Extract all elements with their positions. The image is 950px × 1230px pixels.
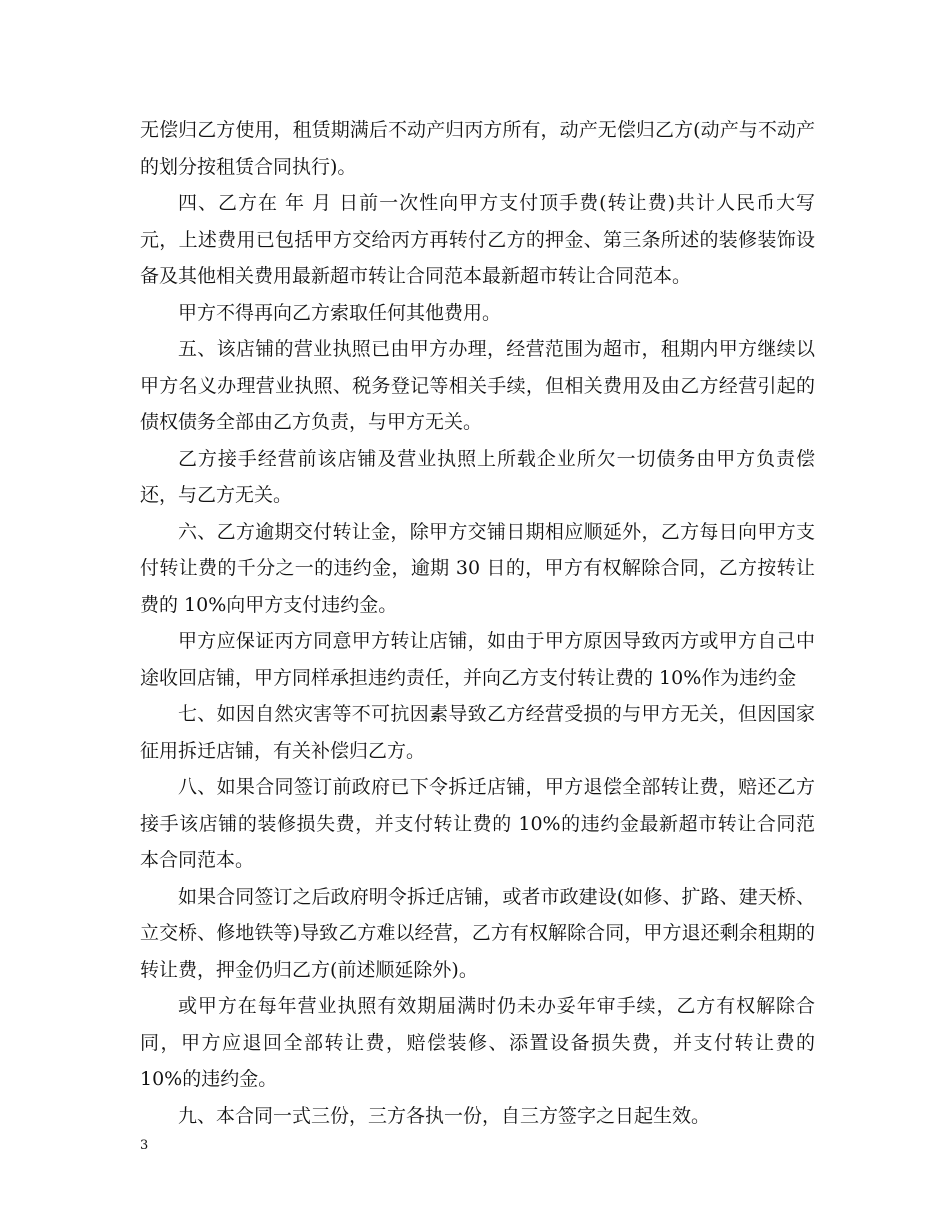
paragraph-9: 八、如果合同签订前政府已下令拆迁店铺，甲方退偿全部转让费，赔还乙方接手该店铺的装修损失费，并支付转让费的 10%的违约金最新超市转让合同范本合同范本。 bbox=[140, 776, 815, 871]
paragraph-1: 无偿归乙方使用，租赁期满后不动产归丙方所有，动产无偿归乙方(动产与不动产的划分按租赁合同执行)。 bbox=[140, 119, 815, 178]
paragraph-7: 甲方应保证丙方同意甲方转让店铺，如由于甲方原因导致丙方或甲方自己中途收回店铺，甲方同样承担违约责任，并向乙方支付转让费的 10%作为违约金 bbox=[140, 630, 815, 689]
paragraph-8: 七、如因自然灾害等不可抗因素导致乙方经营受损的与甲方无关，但因国家征用拆迁店铺，有关补偿归乙方。 bbox=[140, 703, 815, 762]
paragraph-10: 如果合同签订之后政府明令拆迁店铺，或者市政建设(如修、扩路、建天桥、立交桥、修地铁等)导致乙方难以经营，乙方有权解除合同，甲方退还剩余租期的转让费，押金仍归乙方(前述顺延除外)。 bbox=[140, 885, 815, 981]
document-body bbox=[140, 112, 815, 1134]
paragraph-2: 四、乙方在 年 月 日前一次性向甲方支付顶手费(转让费)共计人民币大写 元，上述费用已包括甲方交给丙方再转付乙方的押金、第三条所述的装修装饰设备及其他相关费用最新超市转让合同范本最新超市转让合同范本。 bbox=[140, 192, 815, 287]
paragraph-4: 五、该店铺的营业执照已由甲方办理，经营范围为超市，租期内甲方继续以甲方名义办理营业执照、税务登记等相关手续，但相关费用及由乙方经营引起的债权债务全部由乙方负责，与甲方无关。 bbox=[140, 338, 815, 433]
paragraph-3: 甲方不得再向乙方索取任何其他费用。 bbox=[178, 301, 502, 324]
paragraph-5: 乙方接手经营前该店铺及营业执照上所载企业所欠一切债务由甲方负责偿还，与乙方无关。 bbox=[140, 447, 815, 506]
paragraph-6: 六、乙方逾期交付转让金，除甲方交铺日期相应顺延外，乙方每日向甲方支付转让费的千分之一的违约金，逾期 30 日的，甲方有权解除合同，乙方按转让费的 10%向甲方支付违约金。 bbox=[140, 520, 815, 616]
page-number: 3 bbox=[140, 1138, 149, 1153]
paragraph-11: 或甲方在每年营业执照有效期届满时仍未办妥年审手续，乙方有权解除合同，甲方应退回全部转让费，赔偿装修、添置设备损失费，并支付转让费的 10%的违约金。 bbox=[140, 995, 815, 1090]
paragraph-12: 九、本合同一式三份，三方各执一份，自三方签字之日起生效。 bbox=[178, 1104, 711, 1127]
